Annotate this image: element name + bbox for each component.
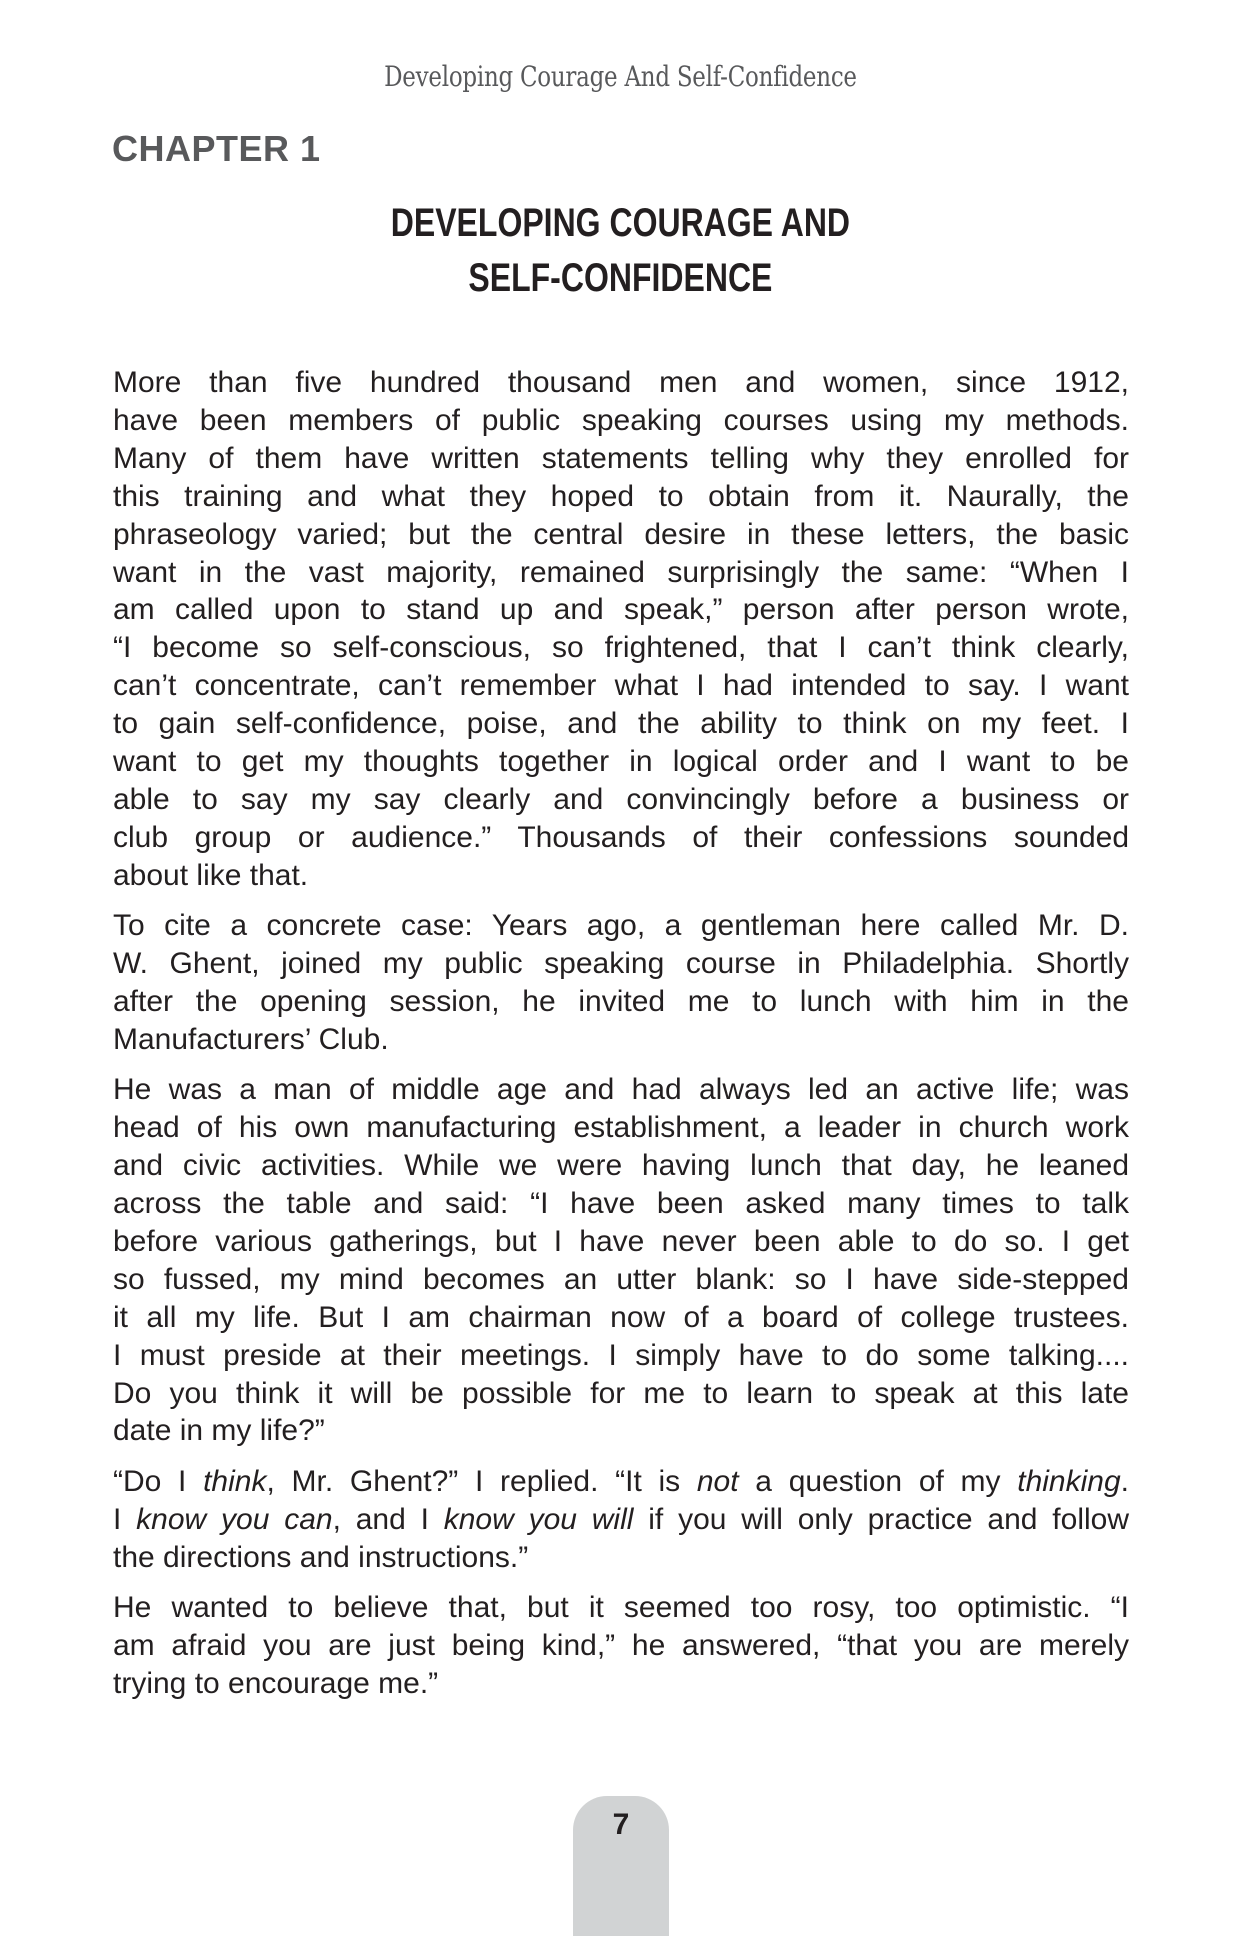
text-run: date in my life?”: [113, 1414, 325, 1448]
text-line: [113, 629, 1129, 667]
text-run: across the table and said: “I have been asked many times to talk: [113, 1187, 1129, 1221]
text-line: [113, 907, 1129, 945]
text-line: [113, 591, 1129, 629]
text-line: [113, 1501, 1129, 1539]
italic-run: know you will: [443, 1502, 634, 1536]
italic-run: think: [203, 1464, 267, 1498]
text-run: a question of my: [738, 1464, 1018, 1498]
body-text: [113, 364, 1129, 1715]
text-run: head of his own manufacturing establishment, a leader in church work: [113, 1111, 1129, 1145]
text-line: [113, 819, 1129, 857]
text-line: [113, 1071, 1129, 1109]
text-run: want to get my thoughts together in logical order and I want to be: [113, 745, 1129, 779]
text-line: [113, 1223, 1129, 1261]
text-line: [113, 667, 1129, 705]
text-run: if you will only practice and follow: [633, 1502, 1129, 1536]
text-line: [113, 1337, 1129, 1375]
text-line: [113, 983, 1129, 1021]
chapter-title-line-2: SELF-CONFIDENCE: [468, 256, 773, 300]
text-run: before various gatherings, but I have never been able to do so. I get: [113, 1224, 1129, 1258]
text-run: He was a man of middle age and had always led an active life; was: [113, 1073, 1129, 1107]
text-line: [113, 857, 1129, 895]
italic-run: not: [696, 1464, 739, 1498]
text-line: [113, 1589, 1129, 1627]
chapter-title-line-1: DEVELOPING COURAGE AND: [390, 201, 851, 245]
text-line: [113, 554, 1129, 592]
text-line: [113, 1109, 1129, 1147]
text-run: phraseology varied; but the central desire in these letters, the basic: [113, 517, 1129, 551]
text-line: [113, 1463, 1129, 1501]
text-run: “I become so self-conscious, so frightened, that I can’t think clearly,: [113, 631, 1129, 665]
chapter-title: [0, 196, 1242, 306]
text-line: [113, 1627, 1129, 1665]
text-run: about like that.: [113, 858, 309, 892]
text-line: [113, 440, 1129, 478]
text-line: [113, 1021, 1129, 1059]
text-run: want in the vast majority, remained surprisingly the same: “When I: [113, 555, 1129, 589]
text-run: W. Ghent, joined my public speaking course in Philadelphia. Shortly: [113, 947, 1129, 981]
text-run: Do you think it will be possible for me to learn to speak at this late: [113, 1376, 1129, 1410]
text-run: have been members of public speaking courses using my methods.: [113, 403, 1129, 437]
text-run: “Do I: [113, 1464, 204, 1498]
page-number-tab: [573, 1796, 669, 1936]
text-run: , and I: [332, 1502, 444, 1536]
text-line: [113, 1261, 1129, 1299]
text-run: Many of them have written statements telling why they enrolled for: [113, 441, 1129, 475]
text-run: the directions and instructions.”: [113, 1540, 529, 1574]
text-run: I: [113, 1502, 137, 1536]
text-line: [113, 364, 1129, 402]
text-line: [113, 1185, 1129, 1223]
text-line: [113, 516, 1129, 554]
paragraph: [113, 364, 1129, 895]
text-run: this training and what they hoped to obtain from it. Naurally, the: [113, 479, 1129, 513]
text-run: able to say my say clearly and convincingly before a business or: [113, 782, 1129, 816]
text-line: [113, 1299, 1129, 1337]
paragraph: [113, 1589, 1129, 1703]
paragraph: [113, 1071, 1129, 1450]
italic-run: know you can: [136, 1502, 333, 1536]
paragraph: [113, 1463, 1129, 1577]
text-run: He wanted to believe that, but it seemed too rosy, too optimistic. “I: [113, 1591, 1129, 1625]
text-run: so fussed, my mind becomes an utter blank: so I have side-stepped: [113, 1262, 1129, 1296]
text-run: am afraid you are just being kind,” he answered, “that you are merely: [113, 1629, 1129, 1662]
text-run: can’t concentrate, can’t remember what I had intended to say. I want: [113, 669, 1129, 703]
text-line: [113, 705, 1129, 743]
paragraph: [113, 907, 1129, 1059]
text-run: am called upon to stand up and speak,” person after person wrote,: [113, 593, 1129, 627]
text-line: [113, 1147, 1129, 1185]
text-line: [113, 1375, 1129, 1413]
text-line: [113, 1539, 1129, 1577]
text-line: [113, 478, 1129, 516]
chapter-label: CHAPTER 1: [112, 128, 321, 169]
italic-run: thinking: [1017, 1464, 1121, 1498]
text-run: .: [1120, 1464, 1129, 1498]
text-run: to gain self-confidence, poise, and the ability to think on my feet. I: [113, 707, 1129, 741]
text-run: Manufacturers’ Club.: [113, 1022, 389, 1056]
text-line: [113, 743, 1129, 781]
text-run: it all my life. But I am chairman now of a board of college trustees.: [113, 1300, 1129, 1334]
text-line: [113, 781, 1129, 819]
text-run: and civic activities. While we were having lunch that day, he leaned: [113, 1149, 1129, 1183]
text-line: [113, 1665, 1129, 1703]
text-run: I must preside at their meetings. I simply have to do some talking....: [113, 1338, 1129, 1372]
text-line: [113, 945, 1129, 983]
text-run: after the opening session, he invited me to lunch with him in the: [113, 985, 1129, 1018]
text-line: [113, 1412, 1129, 1450]
text-run: trying to encourage me.”: [113, 1666, 439, 1700]
text-run: , Mr. Ghent?” I replied. “It is: [266, 1464, 697, 1498]
page-number: 7: [612, 1808, 630, 1841]
text-run: More than five hundred thousand men and women, since 1912,: [113, 366, 1129, 399]
text-run: To cite a concrete case: Years ago, a gentleman here called Mr. D.: [113, 909, 1129, 943]
running-head: [111, 60, 1129, 93]
text-line: [113, 402, 1129, 440]
running-head-text: Developing Courage And Self-Confidence: [384, 60, 857, 93]
text-run: club group or audience.” Thousands of their confessions sounded: [113, 820, 1129, 854]
